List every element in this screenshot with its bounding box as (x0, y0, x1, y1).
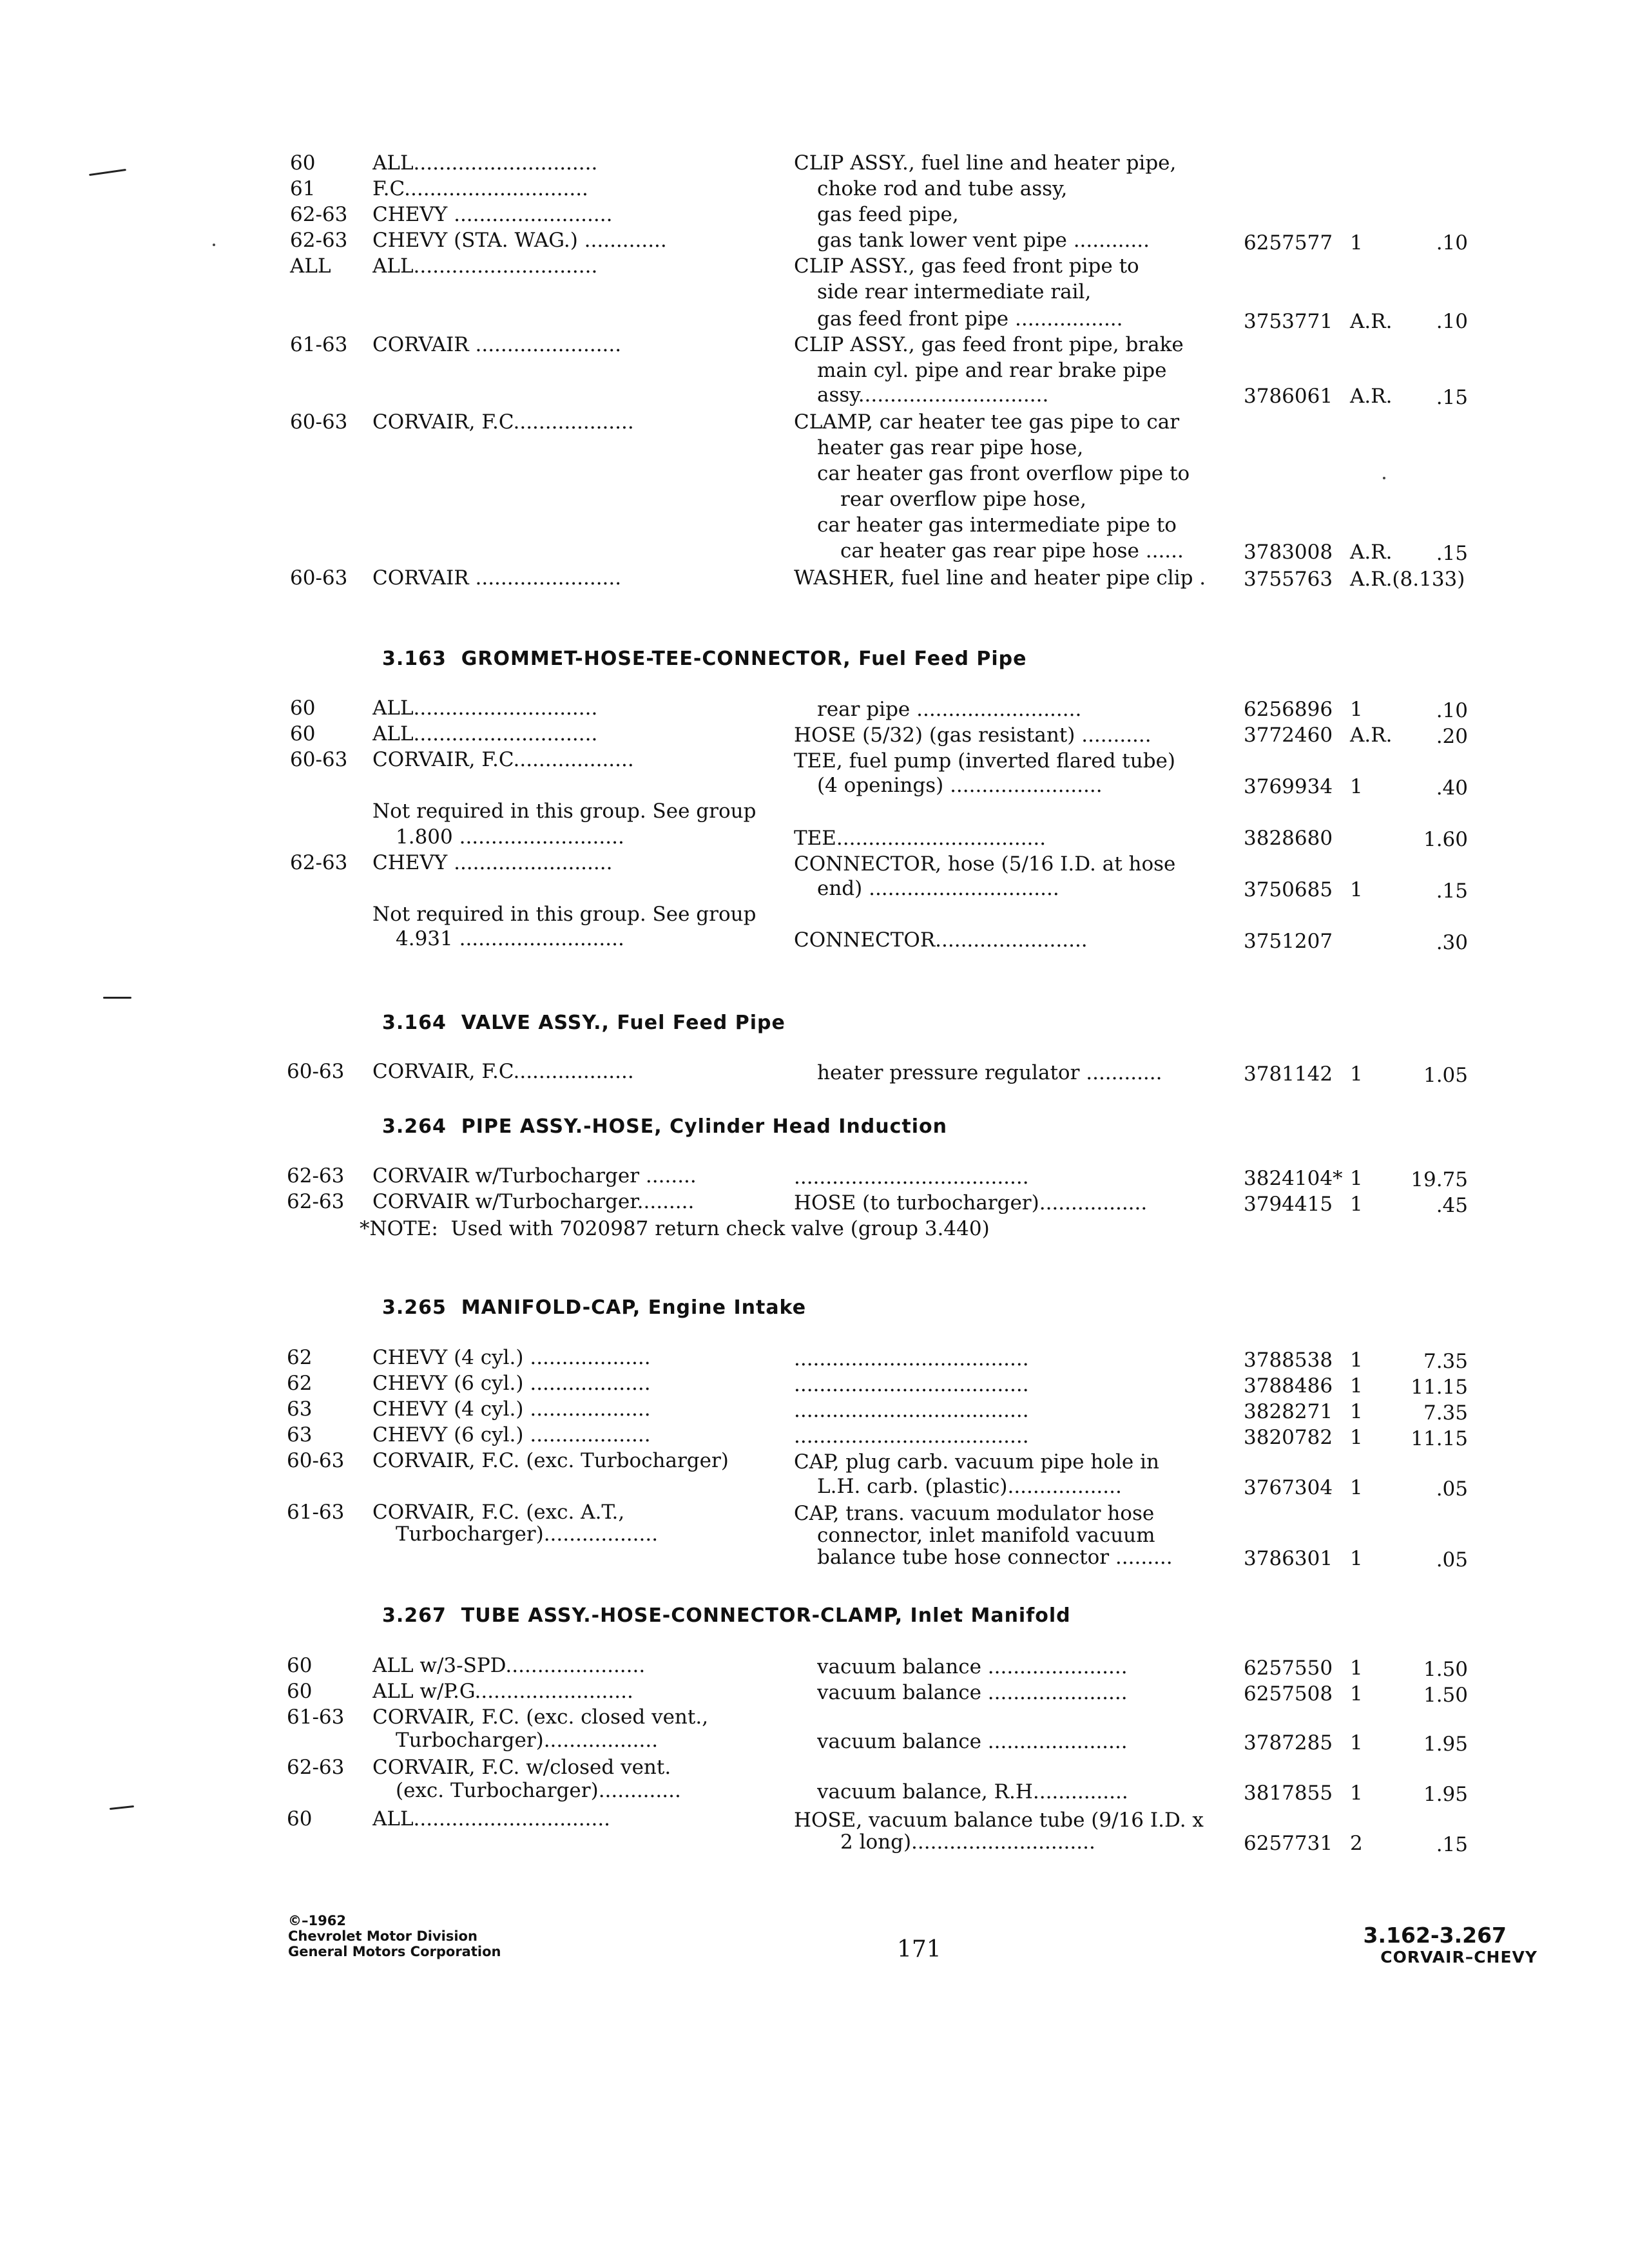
description-cell: car heater gas front overflow pipe to (817, 463, 1190, 485)
price: 1.50 (1423, 1658, 1468, 1681)
model-cell: CORVAIR w/Turbocharger......... (372, 1191, 695, 1213)
quantity: 1 (1350, 1167, 1363, 1190)
model-cell: F.C............................. (372, 178, 588, 200)
year-cell: 63 (287, 1423, 313, 1446)
price: .05 (1436, 1477, 1468, 1501)
part-number: 3751207 (1244, 930, 1333, 953)
part-number: 6257508 (1244, 1682, 1333, 1706)
model-cell: CHEVY ......................... (372, 852, 613, 874)
quantity: 1 (1350, 1547, 1363, 1570)
description-cell: TEE................................. (794, 827, 1046, 849)
price: .05 (1436, 1548, 1468, 1571)
price: .10 (1436, 699, 1468, 722)
year-cell: 61-63 (290, 333, 348, 356)
year-cell: 61 (290, 177, 316, 200)
page-number: 171 (897, 1936, 941, 1963)
quantity: 1 (1350, 1731, 1363, 1754)
year-cell: 60 (287, 1807, 313, 1831)
quantity: 1 (1350, 1426, 1363, 1449)
model-cell: CORVAIR, F.C. (exc. Turbocharger) (372, 1450, 729, 1472)
part-number: 3767304 (1244, 1476, 1333, 1499)
footer-corporation: General Motors Corporation (288, 1944, 501, 1959)
description-cell: ..................................... (794, 1374, 1029, 1396)
model-cell: CORVAIR ....................... (372, 334, 622, 356)
description-cell: car heater gas intermediate pipe to (817, 514, 1177, 536)
quantity: 1 (1350, 1476, 1363, 1499)
price: .10 (1436, 231, 1468, 255)
description-cell: HOSE (5/32) (gas resistant) ........... (794, 724, 1152, 746)
model-cell: CHEVY (STA. WAG.) ............. (372, 229, 667, 251)
margin-mark (89, 169, 126, 176)
part-number: 3788538 (1244, 1349, 1333, 1372)
description-cell: side rear intermediate rail, (817, 281, 1092, 303)
description-cell: HOSE, vacuum balance tube (9/16 I.D. x (794, 1809, 1204, 1831)
description-cell: HOSE (to turbocharger)................. (794, 1192, 1148, 1214)
description-cell: assy.............................. (817, 384, 1049, 406)
margin-mark (110, 1805, 134, 1810)
description-cell: CONNECTOR, hose (5/16 I.D. at hose (794, 853, 1176, 875)
note-cell: Not required in this group. See group (372, 903, 757, 925)
price: 1.50 (1423, 1684, 1468, 1707)
margin-mark (103, 997, 131, 999)
part-number: 3820782 (1244, 1426, 1333, 1449)
price: .15 (1436, 879, 1468, 903)
quantity: 1 (1350, 231, 1363, 255)
description-cell: CAP, trans. vacuum modulator hose (794, 1503, 1155, 1524)
quantity: A.R. (1350, 541, 1393, 564)
section-heading: 3.264 PIPE ASSY.-HOSE, Cylinder Head Induction (382, 1115, 947, 1138)
year-cell: 60-63 (290, 566, 348, 590)
part-number: 3828271 (1244, 1400, 1333, 1423)
description-cell: CLAMP, car heater tee gas pipe to car (794, 411, 1180, 433)
footer-division: Chevrolet Motor Division (288, 1928, 477, 1944)
model-cell: CHEVY ......................... (372, 204, 613, 226)
part-number: 3781142 (1244, 1062, 1333, 1086)
model-cell: (exc. Turbocharger)............. (396, 1780, 681, 1802)
description-cell: 2 long)............................. (840, 1831, 1095, 1853)
part-number: 3787285 (1244, 1731, 1333, 1754)
price: .15 (1436, 1833, 1468, 1856)
quantity: 1 (1350, 1657, 1363, 1680)
footer-copyright: ©–1962 (288, 1913, 346, 1928)
year-cell: 60 (290, 697, 316, 720)
model-cell: CHEVY (4 cyl.) ................... (372, 1347, 651, 1369)
speck (213, 244, 215, 246)
part-number: 6256896 (1244, 698, 1333, 721)
model-cell: 1.800 .......................... (396, 826, 624, 848)
footnote: *NOTE: Used with 7020987 return check valve (group 3.440) (360, 1217, 990, 1240)
description-cell: L.H. carb. (plastic).................. (817, 1475, 1122, 1497)
part-number: 6257577 (1244, 231, 1333, 255)
year-cell: 61-63 (287, 1706, 345, 1729)
quantity: 1 (1350, 775, 1363, 798)
part-number: 3769934 (1244, 775, 1333, 798)
quantity: 1 (1350, 878, 1363, 901)
model-cell: 4.931 .......................... (396, 928, 624, 950)
model-cell: CHEVY (6 cyl.) ................... (372, 1424, 651, 1446)
quantity: A.R.(8.133) (1350, 568, 1465, 591)
year-cell: 60 (287, 1680, 313, 1703)
model-cell: ALL............................. (372, 255, 598, 277)
description-cell: vacuum balance ...................... (817, 1731, 1128, 1753)
model-cell: ALL............................. (372, 723, 598, 745)
part-number: 3786061 (1244, 385, 1333, 408)
model-cell: CHEVY (4 cyl.) ................... (372, 1398, 651, 1420)
price: .30 (1436, 931, 1468, 954)
description-cell: ..................................... (794, 1166, 1029, 1188)
model-cell: Turbocharger).................. (396, 1523, 659, 1545)
part-number: 3817855 (1244, 1782, 1333, 1805)
part-number: 3794415 (1244, 1193, 1333, 1216)
price: 1.95 (1423, 1733, 1468, 1756)
model-cell: CORVAIR, F.C................... (372, 411, 634, 433)
year-cell: 60-63 (290, 748, 348, 771)
year-cell: 60-63 (287, 1449, 345, 1472)
part-number: 3750685 (1244, 878, 1333, 901)
description-cell: vacuum balance, R.H............... (817, 1781, 1128, 1803)
price: .20 (1436, 725, 1468, 748)
price: .15 (1436, 386, 1468, 409)
part-number: 3772460 (1244, 724, 1333, 747)
part-number: 3755763 (1244, 568, 1333, 591)
price: 7.35 (1423, 1350, 1468, 1373)
price: .15 (1436, 542, 1468, 565)
model-cell: ALL w/P.G......................... (372, 1680, 633, 1702)
description-cell: main cyl. pipe and rear brake pipe (817, 360, 1167, 381)
part-number: 3788486 (1244, 1374, 1333, 1398)
price: 11.15 (1411, 1427, 1468, 1450)
model-cell: ALL............................. (372, 697, 598, 719)
description-cell: CLIP ASSY., gas feed front pipe, brake (794, 334, 1184, 356)
year-cell: 60 (290, 151, 316, 175)
model-cell: CORVAIR, F.C................... (372, 1061, 634, 1082)
part-number: 3824104* (1244, 1167, 1343, 1190)
year-cell: 60-63 (290, 410, 348, 434)
year-cell: 62-63 (290, 203, 348, 226)
quantity: 1 (1350, 1682, 1363, 1706)
year-cell: 60 (290, 722, 316, 745)
description-cell: vacuum balance ...................... (817, 1656, 1128, 1678)
year-cell: 63 (287, 1398, 313, 1421)
price: 11.15 (1411, 1376, 1468, 1399)
year-cell: 62-63 (290, 851, 348, 874)
model-cell: ALL w/3-SPD...................... (372, 1655, 646, 1677)
model-cell: CORVAIR w/Turbocharger ........ (372, 1165, 697, 1187)
description-cell: ..................................... (794, 1348, 1029, 1370)
description-cell: CLIP ASSY., fuel line and heater pipe, (794, 152, 1177, 174)
footer-group-range: 3.162-3.267 (1363, 1923, 1507, 1948)
description-cell: TEE, fuel pump (inverted flared tube) (794, 750, 1175, 772)
year-cell: 60 (287, 1654, 313, 1677)
year-cell: 62-63 (287, 1164, 345, 1187)
description-cell: CAP, plug carb. vacuum pipe hole in (794, 1451, 1159, 1473)
price: .10 (1436, 310, 1468, 333)
quantity: A.R. (1350, 310, 1393, 333)
quantity: 1 (1350, 698, 1363, 721)
quantity: A.R. (1350, 724, 1393, 747)
year-cell: 62-63 (287, 1756, 345, 1779)
description-cell: CLIP ASSY., gas feed front pipe to (794, 255, 1139, 277)
description-cell: heater pressure regulator ............ (817, 1062, 1162, 1084)
description-cell: rear pipe .......................... (817, 698, 1082, 720)
speck (1383, 477, 1385, 479)
part-number: 3828680 (1244, 827, 1333, 850)
description-cell: gas feed front pipe ................. (817, 308, 1123, 330)
model-cell: CORVAIR, F.C. w/closed vent. (372, 1756, 671, 1778)
model-cell: CORVAIR, F.C. (exc. A.T., (372, 1501, 625, 1523)
price: 19.75 (1411, 1168, 1468, 1191)
quantity: 2 (1350, 1832, 1363, 1855)
description-cell: gas feed pipe, (817, 204, 959, 226)
description-cell: rear overflow pipe hose, (840, 488, 1086, 510)
description-cell: WASHER, fuel line and heater pipe clip . (794, 566, 1206, 590)
section-heading: 3.163 GROMMET-HOSE-TEE-CONNECTOR, Fuel Feed Pipe (382, 648, 1027, 670)
section-heading: 3.267 TUBE ASSY.-HOSE-CONNECTOR-CLAMP, Inlet Manifold (382, 1604, 1071, 1627)
model-cell: CORVAIR, F.C................... (372, 749, 634, 771)
description-cell: vacuum balance ...................... (817, 1682, 1128, 1704)
description-cell: choke rod and tube assy, (817, 178, 1068, 200)
year-cell: ALL (290, 255, 331, 278)
footer-models: CORVAIR–CHEVY (1380, 1948, 1537, 1966)
year-cell: 62 (287, 1372, 313, 1395)
description-cell: car heater gas rear pipe hose ...... (840, 540, 1184, 562)
description-cell: gas tank lower vent pipe ............ (817, 229, 1150, 251)
description-cell: CONNECTOR........................ (794, 929, 1088, 951)
part-number: 6257731 (1244, 1832, 1333, 1855)
quantity: 1 (1350, 1782, 1363, 1805)
year-cell: 62 (287, 1346, 313, 1369)
year-cell: 62-63 (290, 229, 348, 252)
price: .40 (1436, 776, 1468, 800)
description-cell: connector, inlet manifold vacuum (817, 1524, 1155, 1546)
quantity: 1 (1350, 1193, 1363, 1216)
quantity: A.R. (1350, 385, 1393, 408)
part-number: 3786301 (1244, 1547, 1333, 1570)
description-cell: end) .............................. (817, 878, 1059, 899)
section-heading: 3.265 MANIFOLD-CAP, Engine Intake (382, 1296, 807, 1319)
price: 7.35 (1423, 1401, 1468, 1425)
section-heading: 3.164 VALVE ASSY., Fuel Feed Pipe (382, 1012, 786, 1034)
quantity: 1 (1350, 1062, 1363, 1086)
year-cell: 61-63 (287, 1501, 345, 1524)
description-cell: ..................................... (794, 1425, 1029, 1447)
price: .45 (1436, 1194, 1468, 1217)
quantity: 1 (1350, 1349, 1363, 1372)
year-cell: 60-63 (287, 1060, 345, 1083)
model-cell: ALL............................... (372, 1808, 611, 1830)
quantity: 1 (1350, 1374, 1363, 1398)
model-cell: Turbocharger).................. (396, 1729, 659, 1751)
description-cell: (4 openings) ........................ (817, 774, 1103, 796)
model-cell: CHEVY (6 cyl.) ................... (372, 1372, 651, 1394)
part-number: 3783008 (1244, 541, 1333, 564)
model-cell: CORVAIR, F.C. (exc. closed vent., (372, 1706, 709, 1728)
price: 1.60 (1423, 828, 1468, 851)
model-cell: ALL............................. (372, 152, 598, 174)
part-number: 3753771 (1244, 310, 1333, 333)
price: 1.95 (1423, 1783, 1468, 1806)
note-cell: Not required in this group. See group (372, 800, 757, 822)
price: 1.05 (1423, 1064, 1468, 1087)
description-cell: balance tube hose connector ......... (817, 1546, 1173, 1568)
model-cell: CORVAIR ....................... (372, 567, 622, 589)
year-cell: 62-63 (287, 1190, 345, 1213)
description-cell: ..................................... (794, 1399, 1029, 1421)
part-number: 6257550 (1244, 1657, 1333, 1680)
quantity: 1 (1350, 1400, 1363, 1423)
description-cell: heater gas rear pipe hose, (817, 437, 1084, 459)
